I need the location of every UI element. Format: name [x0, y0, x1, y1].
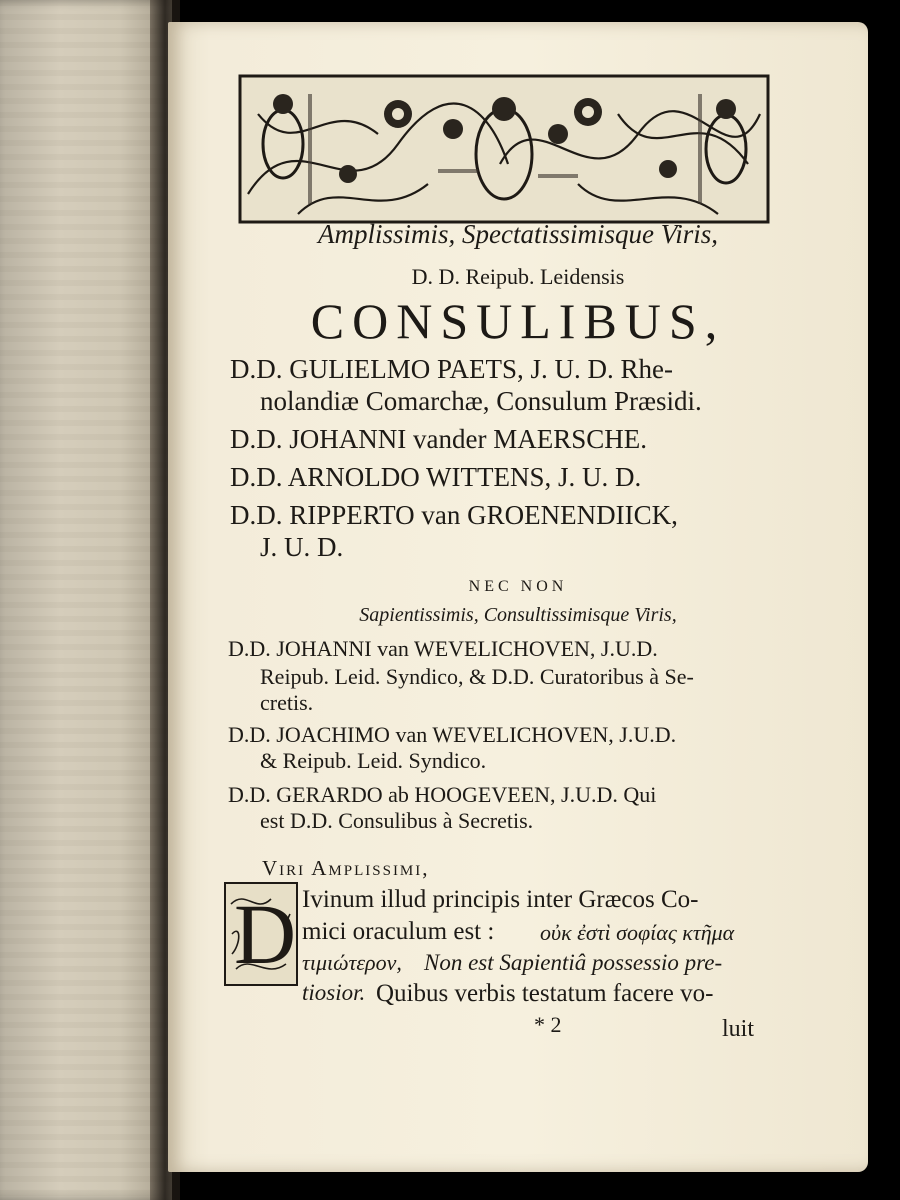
- body-latin-translation: Non est Sapientiâ possessio pre-: [424, 950, 723, 975]
- dedication-line-1: Amplissimis, Spectatissimisque Viris,: [317, 219, 718, 249]
- body-line-2a: mici oraculum est :: [302, 918, 495, 945]
- woodcut-headpiece: [238, 74, 770, 224]
- entry-paets-2: nolandiæ Comarchæ, Consulum Præsidi.: [260, 386, 702, 416]
- body-greek-2: τιμιώτερον,: [302, 950, 402, 975]
- entry-joachimo-wevelichoven-2: & Reipub. Leid. Syndico.: [260, 748, 487, 773]
- left-page-edge: [0, 0, 172, 1200]
- entry-maersche: D.D. JOHANNI vander MAERSCHE.: [230, 424, 647, 454]
- signature-mark: * 2: [534, 1012, 562, 1037]
- entry-hoogeveen-1: D.D. GERARDO ab HOOGEVEEN, J.U.D. Qui: [228, 782, 657, 807]
- entry-johanni-wevelichoven-3: cretis.: [260, 690, 314, 715]
- dedication-line-2: D. D. Reipub. Leidensis: [411, 264, 625, 289]
- salutation: Viri Amplissimi,: [262, 856, 430, 880]
- nec-non: NEC NON: [468, 578, 568, 595]
- entry-groenendiick-2: J. U. D.: [260, 532, 344, 562]
- entry-wittens: D.D. ARNOLDO WITTENS, J. U. D.: [230, 462, 642, 492]
- body-line-1: Ivinum illud principis inter Græcos Co-: [302, 886, 699, 913]
- entry-joachimo-wevelichoven-1: D.D. JOACHIMO van WEVELICHOVEN, J.U.D.: [228, 722, 677, 747]
- dedication-line-3: Sapientissimis, Consultissimisque Viris,: [359, 604, 677, 626]
- entry-johanni-wevelichoven-2: Reipub. Leid. Syndico, & D.D. Curatoribus à Se-: [260, 664, 694, 689]
- book-page: [168, 22, 868, 1172]
- entry-hoogeveen-2: est D.D. Consulibus à Secretis.: [260, 808, 534, 833]
- catchword: luit: [722, 1016, 755, 1042]
- body-greek-1: οὐκ ἐστὶ σοφίας κτῆμα: [540, 920, 735, 945]
- drop-cap: [224, 882, 298, 986]
- entry-johanni-wevelichoven-1: D.D. JOHANNI van WEVELICHOVEN, J.U.D.: [228, 636, 658, 661]
- entry-paets-1: D.D. GULIELMO PAETS, J. U. D. Rhe-: [230, 354, 673, 384]
- body-latin-translation-end: tiosior.: [302, 980, 366, 1005]
- entry-groenendiick-1: D.D. RIPPERTO van GROENENDIICK,: [230, 500, 678, 530]
- drop-cap-letter: D: [234, 886, 297, 982]
- body-line-last: Quibus verbis testatum facere vo-: [376, 980, 714, 1007]
- consulibus-title: CONSULIBUS,: [310, 293, 726, 349]
